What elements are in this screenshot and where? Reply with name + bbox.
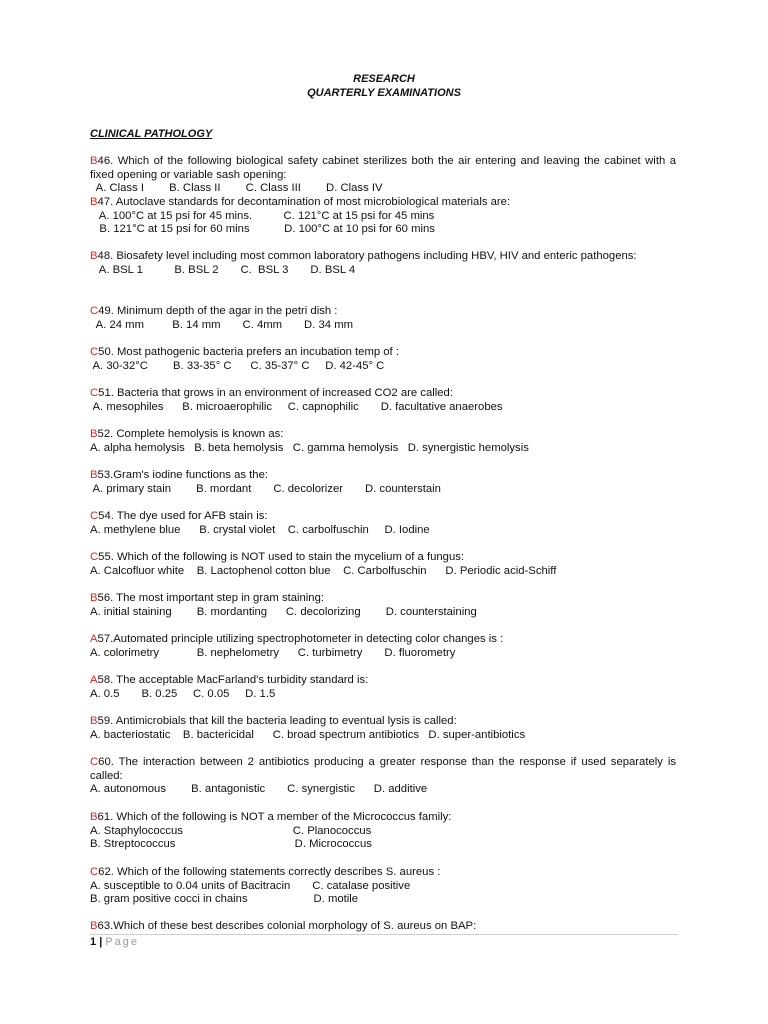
answer-key: C <box>90 866 99 878</box>
question-item <box>90 387 676 414</box>
question-stem <box>90 196 676 210</box>
header-quarterly-exams: QUARTERLY EXAMINATIONS <box>307 87 461 99</box>
answer-key: C <box>90 387 99 399</box>
question-text: 48. Biosafety level including most common laboratory pathogens including HBV, HIV and enteric pathogens: <box>97 250 637 262</box>
question-stem <box>90 674 676 688</box>
question-text: 61. Which of the following is NOT a member of the Micrococcus family: <box>97 811 452 823</box>
question-stem <box>90 155 676 182</box>
answer-key: B <box>90 920 98 932</box>
question-item <box>90 510 676 537</box>
question-stem <box>90 305 676 319</box>
question-item <box>90 811 676 852</box>
question-stem <box>90 428 676 442</box>
answer-key: C <box>90 346 99 358</box>
question-text: 55. Which of the following is NOT used to stain the mycelium of a fungus: <box>98 551 465 563</box>
answer-options: A. methylene blue B. crystal violet C. carbolfuschin D. Iodine <box>90 523 430 536</box>
question-stem <box>90 250 676 264</box>
question-item <box>90 469 676 496</box>
footer-divider <box>90 934 678 935</box>
answer-key: B <box>90 469 98 481</box>
question-text: 62. Which of the following statements correctly describes S. aureus : <box>98 866 441 878</box>
answer-key: B <box>90 196 98 208</box>
answer-options: A. Staphylococcus C. Planococcus <box>90 824 372 837</box>
question-stem <box>90 469 676 483</box>
question-text: 56. The most important step in gram staining: <box>97 592 325 604</box>
question-text: 60. The interaction between 2 antibiotics producing a greater response than the response if used separately is called: <box>90 756 676 782</box>
answer-options: B. 121°C at 15 psi for 60 mins D. 100°C at 10 psi for 60 mins <box>90 223 435 236</box>
answer-key: A <box>90 674 98 686</box>
answer-options: A. 24 mm B. 14 mm C. 4mm D. 34 mm <box>90 318 354 331</box>
answer-key: B <box>90 715 98 727</box>
answer-options: A. Calcofluor white B. Lactophenol cotton blue C. Carbolfuschin D. Periodic acid-Schiff <box>90 564 557 577</box>
question-text: 63.Which of these best describes colonial morphology of S. aureus on BAP: <box>97 920 477 932</box>
answer-options: A. colorimetry B. nephelometry C. turbimetry D. fluorometry <box>90 646 456 659</box>
question-text: 52. Complete hemolysis is known as: <box>97 428 284 440</box>
question-stem <box>90 811 676 825</box>
answer-key: A <box>90 633 98 645</box>
answer-key: C <box>90 510 99 522</box>
answer-options: B. gram positive cocci in chains D. motile <box>90 893 359 906</box>
header-research: RESEARCH <box>353 73 415 85</box>
question-stem <box>90 866 676 880</box>
question-stem <box>90 592 676 606</box>
answer-options: A. BSL 1 B. BSL 2 C. BSL 3 D. BSL 4 <box>90 263 356 276</box>
answer-options: A. bacteriostatic B. bactericidal C. broad spectrum antibiotics D. super-antibiotics <box>90 728 526 741</box>
question-text: 53.Gram's iodine functions as the: <box>97 469 268 481</box>
answer-key: B <box>90 811 98 823</box>
question-stem <box>90 510 676 524</box>
answer-key: B <box>90 250 98 262</box>
answer-key: B <box>90 428 98 440</box>
answer-options: A. initial staining B. mordanting C. decolorizing D. counterstaining <box>90 605 477 618</box>
question-stem <box>90 715 676 729</box>
question-item <box>90 155 676 196</box>
question-item <box>90 674 676 701</box>
question-item <box>90 633 676 660</box>
question-item <box>90 551 676 578</box>
answer-key: C <box>90 551 99 563</box>
question-text: 51. Bacteria that grows in an environment of increased CO2 are called: <box>98 387 453 399</box>
answer-key: C <box>90 305 99 317</box>
question-text: 50. Most pathogenic bacteria prefers an incubation temp of : <box>98 346 399 358</box>
question-item <box>90 920 676 934</box>
question-item <box>90 715 676 742</box>
answer-key: B <box>90 592 98 604</box>
question-stem <box>90 346 676 360</box>
question-text: 46. Which of the following biological safety cabinet sterilizes both the air entering and leaving the cabinet with a fixed opening or variable sash opening: <box>90 155 676 181</box>
answer-options: A. susceptible to 0.04 units of Bacitracin C. catalase positive <box>90 879 411 892</box>
answer-options: A. Class I B. Class II C. Class III D. Class IV <box>90 182 383 195</box>
question-item <box>90 756 676 797</box>
question-stem <box>90 633 676 647</box>
answer-options: A. mesophiles B. microaerophilic C. capnophilic D. facultative anaerobes <box>90 400 503 413</box>
question-text: 47. Autoclave standards for decontamination of most microbiological materials are: <box>97 196 511 208</box>
footer-separator: | <box>99 936 103 948</box>
question-stem <box>90 551 676 565</box>
question-text: 59. Antimicrobials that kill the bacteria leading to eventual lysis is called: <box>97 715 457 727</box>
question-text: 54. The dye used for AFB stain is: <box>98 510 268 522</box>
answer-options: A. autonomous B. antagonistic C. synergistic D. additive <box>90 783 428 796</box>
question-stem <box>90 756 676 783</box>
question-text: 58. The acceptable MacFarland's turbidity standard is: <box>97 674 369 686</box>
question-stem <box>90 387 676 401</box>
answer-key: B <box>90 155 98 167</box>
question-stem <box>90 920 676 934</box>
question-item <box>90 250 676 277</box>
section-title: CLINICAL PATHOLOGY <box>90 128 213 140</box>
question-item <box>90 428 676 455</box>
question-text: 49. Minimum depth of the agar in the petri dish : <box>98 305 338 317</box>
answer-options: A. 0.5 B. 0.25 C. 0.05 D. 1.5 <box>90 687 276 700</box>
page-number: 1 <box>90 936 97 948</box>
answer-options: A. alpha hemolysis B. beta hemolysis C. gamma hemolysis D. synergistic hemolysis <box>90 441 529 454</box>
answer-options: A. 30-32°C B. 33-35° C C. 35-37° C D. 42-45° C <box>90 359 385 372</box>
answer-key: C <box>90 756 99 768</box>
page-footer <box>90 936 139 950</box>
answer-options: B. Streptococcus D. Micrococcus <box>90 838 372 851</box>
question-item <box>90 196 676 237</box>
answer-options: A. 100°C at 15 psi for 45 mins. C. 121°C at 15 psi for 45 mins <box>90 209 435 222</box>
question-item <box>90 866 676 907</box>
question-text: 57.Automated principle utilizing spectrophotometer in detecting color changes is : <box>97 633 504 645</box>
answer-options: A. primary stain B. mordant C. decolorizer D. counterstain <box>90 482 441 495</box>
question-item <box>90 305 676 332</box>
question-item <box>90 592 676 619</box>
page-label: Page <box>105 936 140 948</box>
question-item <box>90 346 676 373</box>
